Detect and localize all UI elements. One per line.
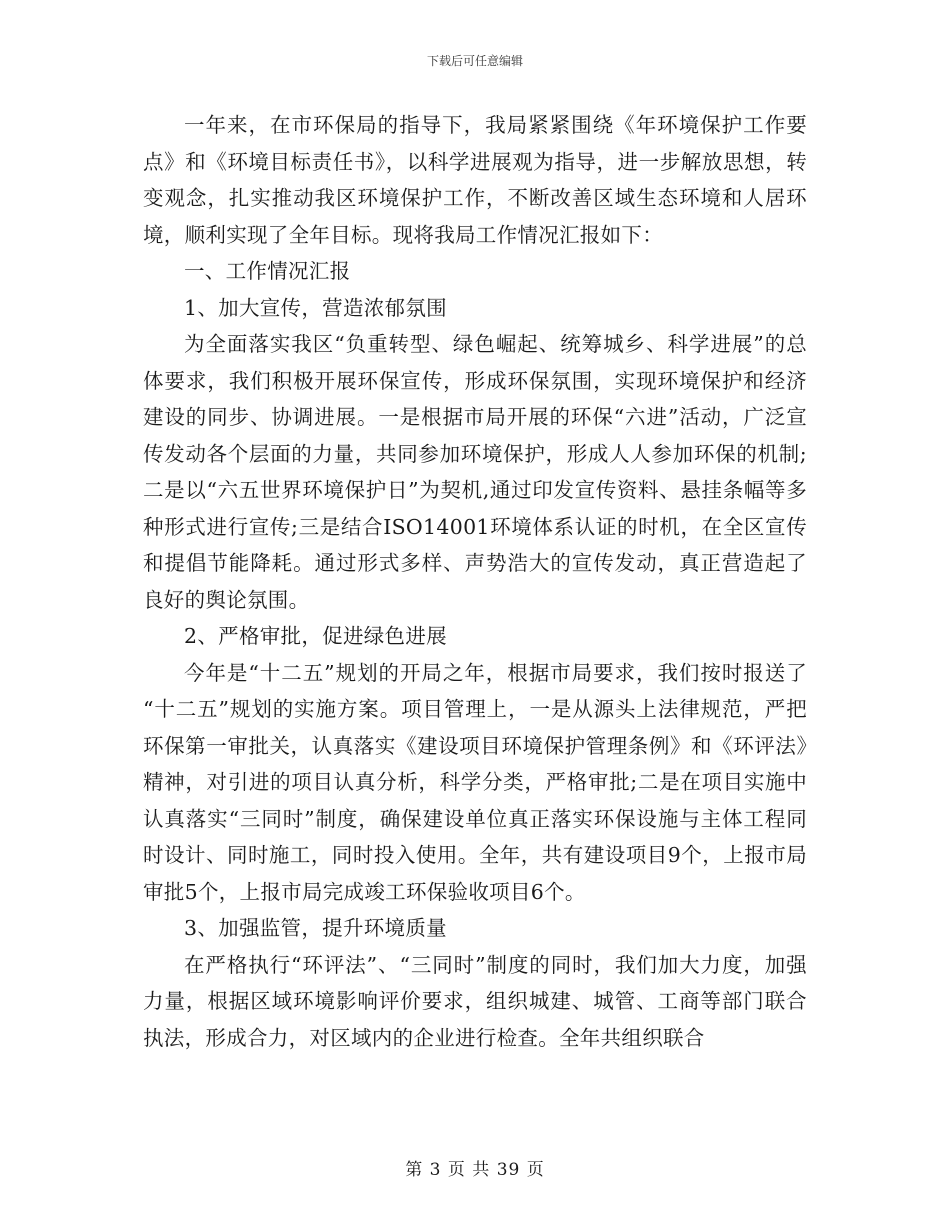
subsection-heading-2: 2、严格审批，促进绿色进展 xyxy=(184,624,447,648)
subsection-heading-1: 1、加大宣传，营造浓郁氛围 xyxy=(184,295,447,320)
paragraph-publicity: 为全面落实我区“负重转型、绿色崛起、统筹城乡、科学进展”的总体要求，我们积极开展环保宣传，形成环保氛围，实现环境保护和经济建设的同步、协调进展。一是根据市局开展的环保“六进”活动，广泛宣传发动各个层面的力量，共同参加环境保护，形成人人参加环保的机制;二是以“六五世界环境保护日”为契机,通过印发宣传资料、悬挂条幅等多种形式进行宣传;三是结合ISO14001环境体系认证的时机，在全区宣传和提倡节能降耗。通过形式多样、声势浩大的宣传发动，真正营造起了良好的舆论氛围。 xyxy=(143,332,807,612)
page-header: 下载后可任意编辑 xyxy=(426,54,523,68)
page-footer: 第 3 页 共 39 页 xyxy=(405,1160,545,1180)
document-body xyxy=(143,107,807,1056)
section-heading: 一、工作情况汇报 xyxy=(184,259,351,283)
subsection-heading-3: 3、加强监管，提升环境质量 xyxy=(184,916,447,940)
intro-paragraph: 一年来，在市环保局的指导下，我局紧紧围绕《年环境保护工作要点》和《环境目标责任书》，以科学进展观为指导，进一步解放思想，转变观念，扎实推动我区环境保护工作，不断改善区域生态环境和人居环境，顺利实现了全年目标。现将我局工作情况汇报如下： xyxy=(143,113,807,247)
paragraph-approval: 今年是“十二五”规划的开局之年，根据市局要求，我们按时报送了 “十二五”规划的实施方案。项目管理上，一是从源头上法律规范，严把环保第一审批关，认真落实《建设项目环境保护管理条例》和《环评法》精神，对引进的项目认真分析，科学分类，严格审批;二是在项目实施中认真落实“三同时”制度，确保建设单位真正落实环保设施与主体工程同时设计、同时施工，同时投入使用。全年，共有建设项目9个，上报市局审批5个，上报市局完成竣工环保验收项目6个。 xyxy=(143,660,807,904)
paragraph-supervision: 在严格执行“环评法”、“三同时”制度的同时，我们加大力度，加强力量，根据区域环境影响评价要求，组织城建、城管、工商等部门联合执法，形成合力，对区域内的企业进行检查。全年共组织联合 xyxy=(143,952,807,1050)
